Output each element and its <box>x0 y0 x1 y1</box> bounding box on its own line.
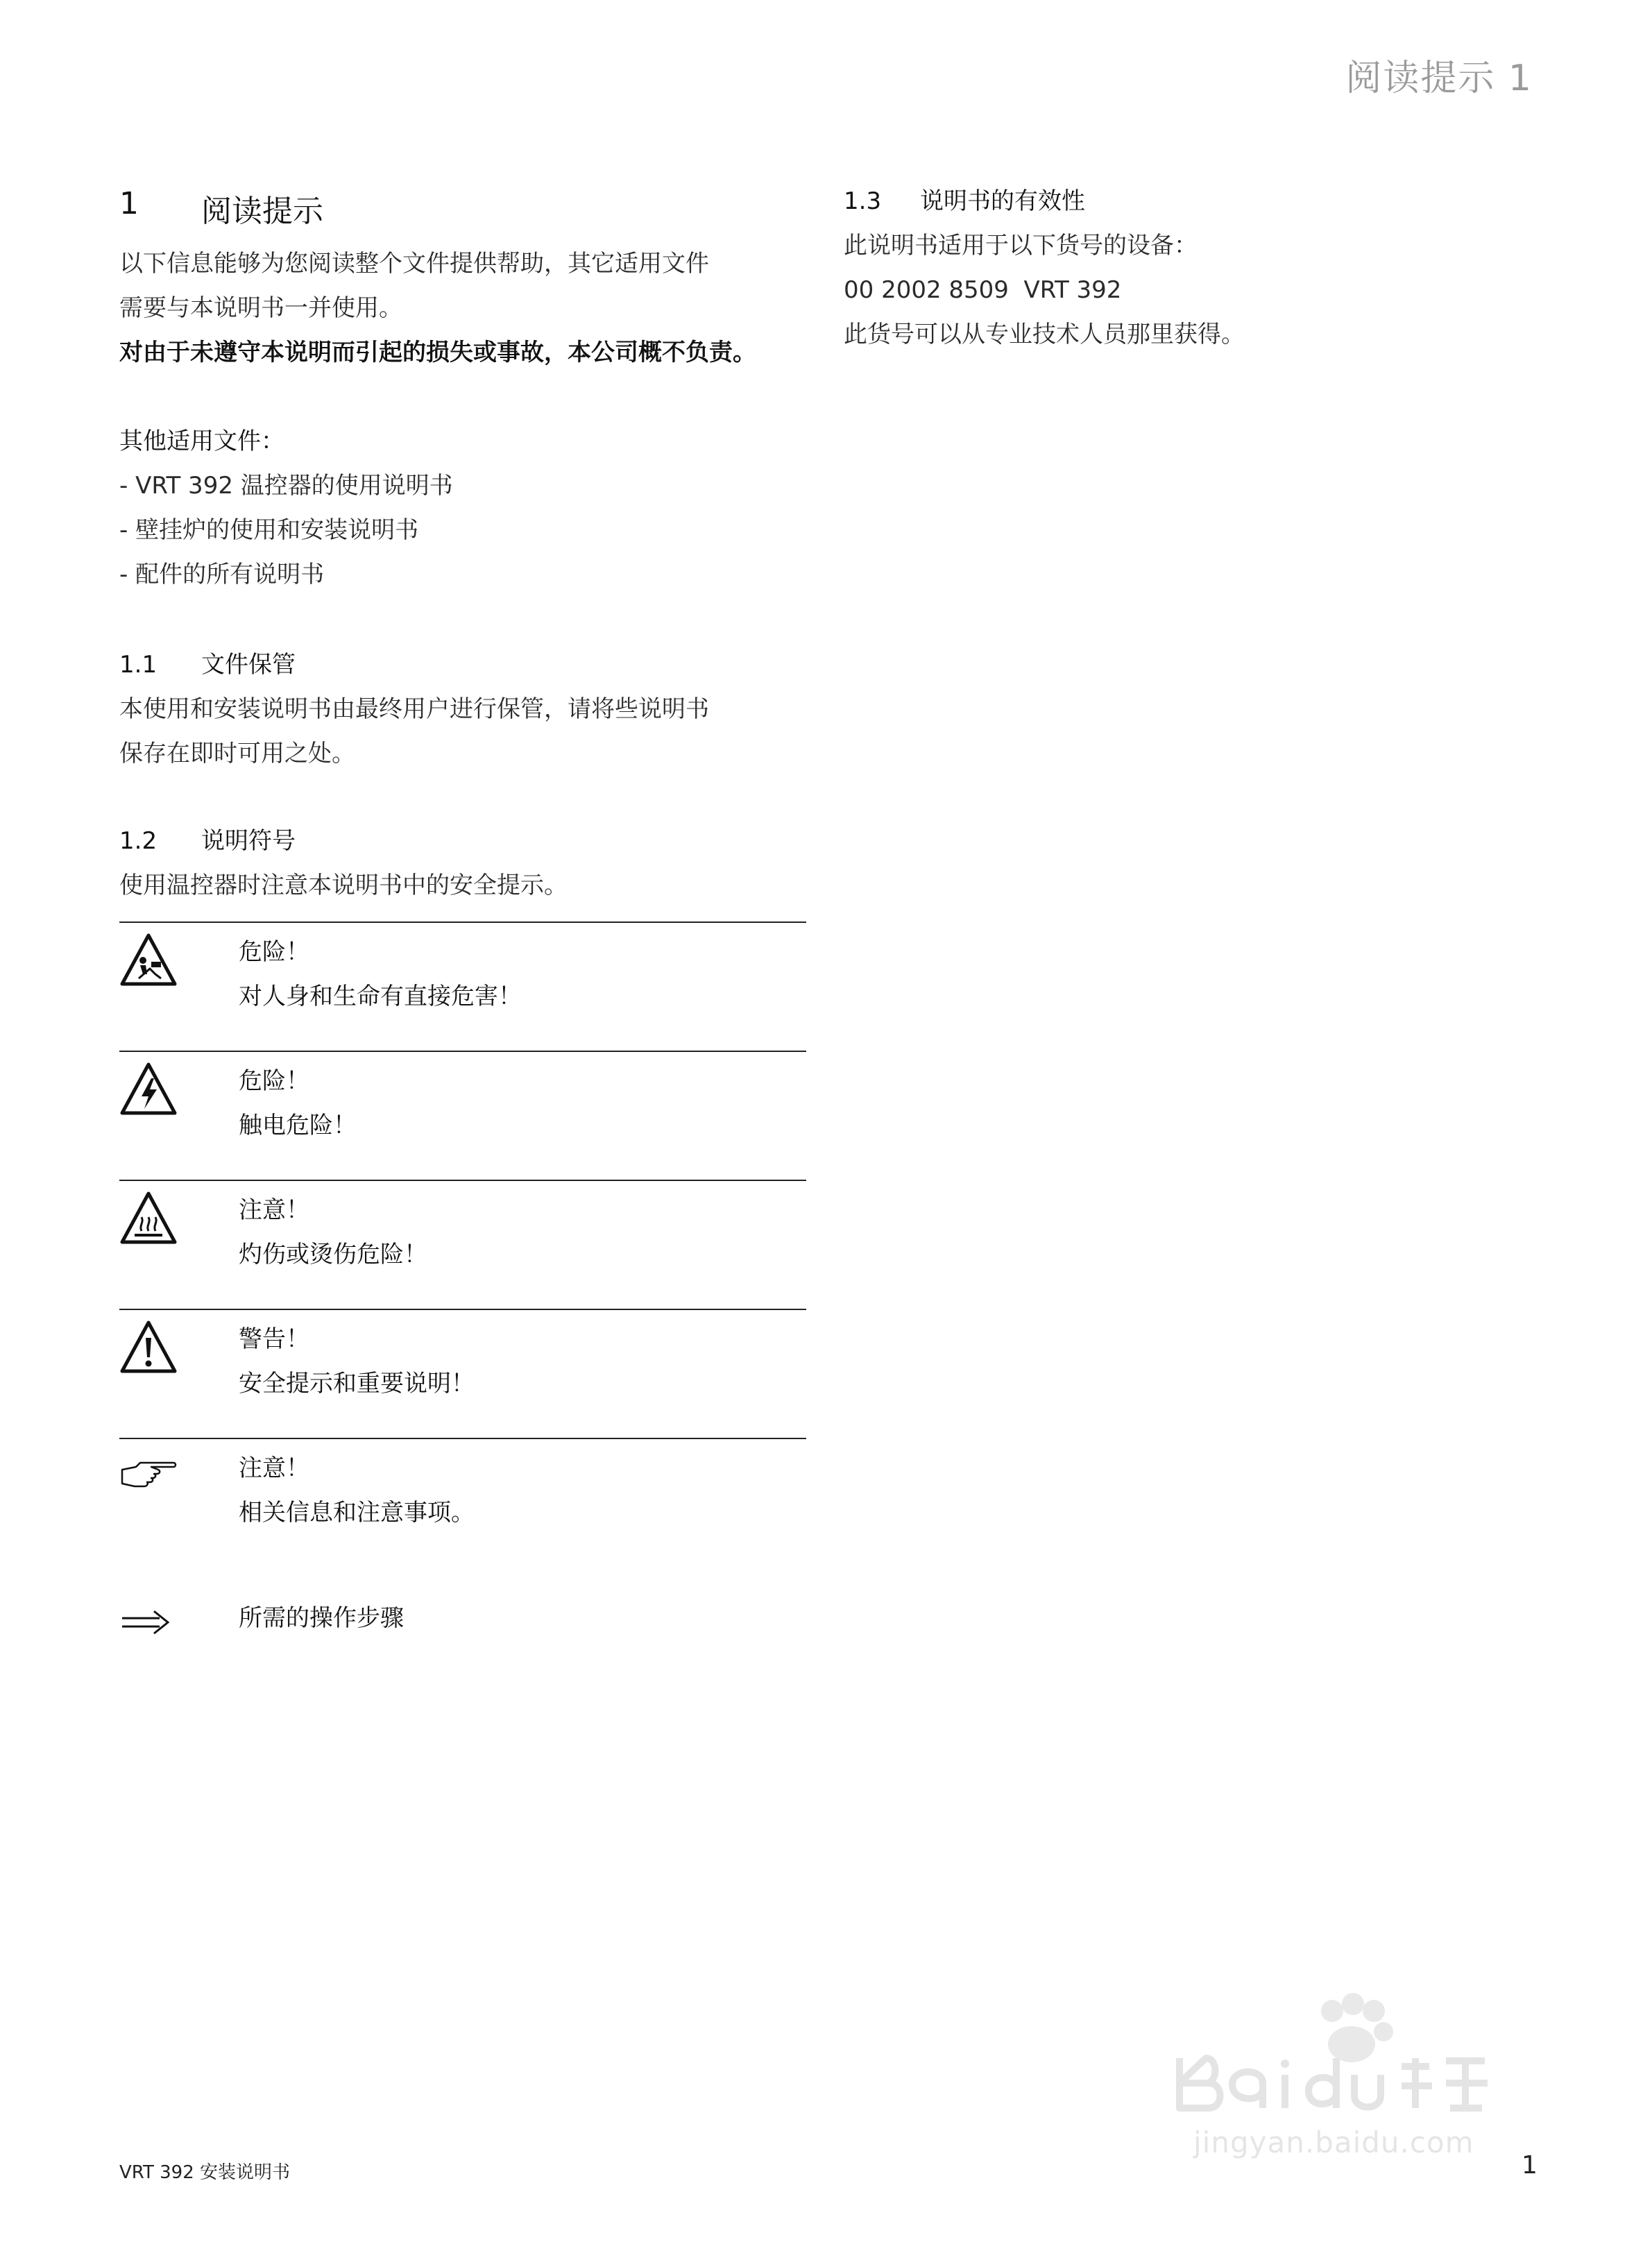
hot-surface-warning-icon <box>119 1191 178 1245</box>
symbol-desc: 安全提示和重要说明！ <box>239 1370 475 1398</box>
section-title: 文件保管 <box>201 651 296 679</box>
section-1-2-heading <box>119 819 806 863</box>
section-title: 说明书的有效性 <box>920 187 1085 215</box>
disclaimer: 对由于未遵守本说明而引起的损失或事故，本公司概不负责。 <box>119 339 756 366</box>
intro-line: 需要与本说明书一并使用。 <box>119 294 402 322</box>
symbol-entry <box>119 922 806 1052</box>
symbol-heading: 注意！ <box>239 1196 309 1224</box>
symbol-description <box>239 1446 475 1535</box>
paragraph-line: 保存在即时可用之处。 <box>119 740 355 767</box>
symbol-heading: 警告！ <box>239 1325 309 1353</box>
section-number: 1.3 <box>844 187 882 215</box>
symbol-description <box>239 1059 357 1148</box>
person-danger-warning-icon <box>119 933 178 987</box>
baidu-watermark-logo <box>1166 1992 1554 2165</box>
section-title: 说明符号 <box>201 827 296 855</box>
article-number: 00 2002 8509 VRT 392 <box>844 276 1122 304</box>
section-number: 1.1 <box>119 651 157 679</box>
list-item: - 壁挂炉的使用和安装说明书 <box>119 516 419 544</box>
symbol-desc: 对人身和生命有直接危害！ <box>239 983 522 1010</box>
page-number: 1 <box>1522 2151 1538 2180</box>
section-1-2-text: 使用温控器时注意本说明书中的安全提示。 <box>119 872 568 899</box>
list-item: - VRT 392 温控器的使用说明书 <box>119 472 453 500</box>
pointing-hand-icon <box>119 1456 178 1510</box>
symbol-entry <box>119 1180 806 1310</box>
paragraph-line: 此货号可以从专业技术人员那里获得。 <box>844 321 1245 348</box>
svg-text:jingyan.baidu.com: jingyan.baidu.com <box>1193 2125 1474 2159</box>
symbol-heading: 危险！ <box>239 1067 309 1095</box>
paragraph-line: 此说明书适用于以下货号的设备： <box>844 232 1198 260</box>
symbol-description <box>239 1317 475 1406</box>
symbol-description <box>239 930 522 1019</box>
symbol-entry <box>119 1438 806 1568</box>
symbol-entry <box>119 1309 806 1439</box>
section-1-intro <box>119 241 806 375</box>
section-1-1-text <box>119 687 806 776</box>
intro-line: 以下信息能够为您阅读整个文件提供帮助，其它适用文件 <box>119 250 709 278</box>
list-item: - 配件的所有说明书 <box>119 561 325 588</box>
running-header: 阅读提示 1 <box>1345 58 1533 99</box>
exclamation-warning-icon <box>119 1320 178 1374</box>
section-1-heading <box>119 186 806 230</box>
other-docs-title: 其他适用文件： <box>119 427 284 455</box>
section-number: 1 <box>119 186 139 221</box>
symbol-heading: 危险！ <box>239 938 309 966</box>
section-1-3-heading <box>844 179 1503 223</box>
symbol-desc: 灼伤或烫伤危险！ <box>239 1241 427 1268</box>
symbol-heading: 注意！ <box>239 1454 309 1482</box>
symbol-desc: 相关信息和注意事项。 <box>239 1499 475 1527</box>
double-arrow-icon <box>119 1608 178 1636</box>
section-1-3-text <box>844 223 1503 357</box>
symbol-description <box>239 1188 427 1277</box>
section-title: 阅读提示 <box>201 194 323 229</box>
symbol-entry <box>119 1051 806 1181</box>
symbol-desc: 触电危险！ <box>239 1112 357 1139</box>
electric-shock-warning-icon <box>119 1062 178 1116</box>
operation-step-text: 所需的操作步骤 <box>239 1604 404 1632</box>
paragraph-line: 本使用和安装说明书由最终用户进行保管，请将些说明书 <box>119 695 709 723</box>
other-documents <box>119 419 806 597</box>
footer-document-name: VRT 392 安装说明书 <box>119 2162 290 2183</box>
section-1-1-heading <box>119 643 806 687</box>
section-number: 1.2 <box>119 827 157 855</box>
